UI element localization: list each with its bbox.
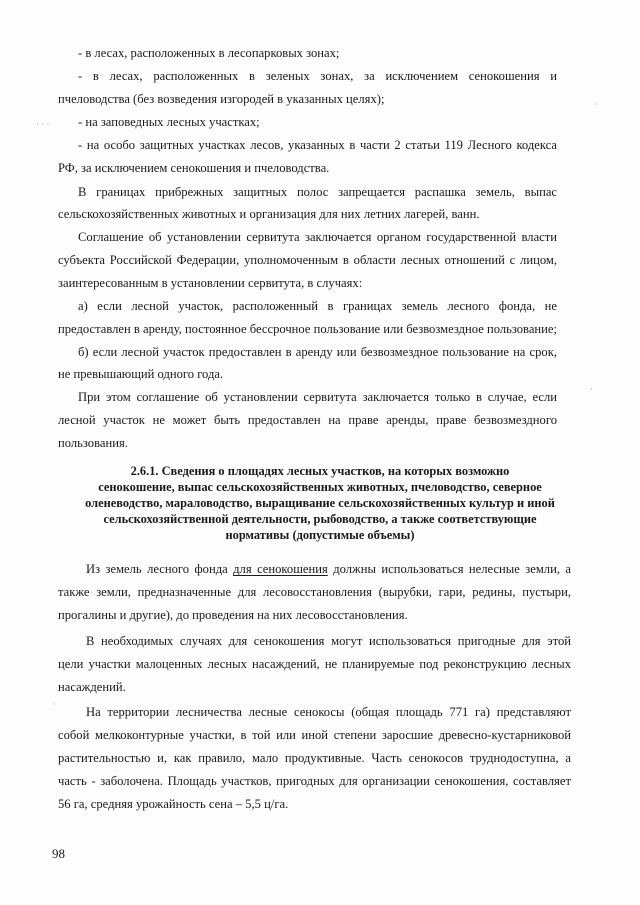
- text-line: также земли, предназначенные для лесовосстановления (вырубки, гари, редины, пустыри,: [58, 585, 571, 599]
- text-line: сельскохозяйственных животных и организация для них летних лагерей, ванн.: [58, 207, 480, 221]
- scan-speck: ·: [52, 699, 55, 709]
- text-line: собой мелкоконтурные участки, в той или иной степени заросшие древесно-кустарниковой: [58, 728, 571, 742]
- text-line: - на заповедных лесных участках;: [78, 115, 260, 129]
- text-line: [86, 562, 571, 577]
- page-number: 98: [52, 846, 65, 861]
- text-line: пчеловодства (без возведения изгородей в указанных целях);: [58, 92, 385, 106]
- text-line: При этом соглашение об установлении сервитута заключается только в случае, если: [78, 390, 557, 404]
- text-fragment: Из земель лесного фонда: [86, 562, 234, 576]
- text-line: 56 га, средняя урожайность сена – 5,5 ц/га.: [58, 797, 289, 811]
- text-line: - на особо защитных участках лесов, указанных в части 2 статьи 119 Лесного кодекса: [78, 138, 557, 152]
- scan-speck: ·: [590, 384, 593, 394]
- text-line: - в лесах, расположенных в лесопарковых зонах;: [78, 46, 340, 60]
- section-heading-line: оленеводство, мараловодство, выращивание сельскохозяйственных культур и иной: [85, 496, 555, 510]
- text-line: не превышающий одного года.: [58, 367, 224, 381]
- text-line: На территории лесничества лесные сенокосы (общая площадь 771 га) представляют: [86, 705, 571, 719]
- text-line: а) если лесной участок, расположенный в границах земель лесного фонда, не: [78, 299, 557, 313]
- text-line: РФ, за исключением сенокошения и пчеловодства.: [58, 161, 330, 175]
- text-line: насаждений.: [58, 680, 126, 694]
- text-line: заинтересованным в установлении сервитута, в случаях:: [58, 276, 363, 290]
- text-line: растительностью и, как правило, мало продуктивные. Часть сенокосов труднодоступна, а: [58, 751, 571, 765]
- section-heading-line: сельскохозяйственной деятельности, рыбоводство, а также соответствующие: [103, 512, 537, 526]
- text-line: В необходимых случаях для сенокошения могут использоваться пригодные для этой: [86, 634, 571, 648]
- text-fragment: должны использоваться нелесные земли, а: [327, 562, 571, 576]
- text-line: предоставлен в аренду, постоянное бессрочное пользование или безвозмездное пользование;: [58, 322, 557, 336]
- scan-speck: · · ·: [36, 119, 50, 129]
- text-line: - в лесах, расположенных в зеленых зонах, за исключением сенокошения и: [78, 69, 557, 83]
- text-line: б) если лесной участок предоставлен в аренду или безвозмездное пользование на срок,: [78, 345, 557, 359]
- scan-speck: ·: [594, 99, 597, 109]
- text-line: часть - заболочена. Площадь участков, пригодных для организации сенокошения, составляет: [58, 774, 571, 788]
- text-line: лесной участок не может быть предоставлен на праве аренды, праве безвозмездного: [58, 413, 557, 427]
- section-heading-line: сенокошение, выпас сельскохозяйственных животных, пчеловодство, северное: [98, 480, 542, 494]
- text-line: пользования.: [58, 436, 128, 450]
- section-heading-line: 2.6.1. Сведения о площадях лесных участков, на которых возможно: [130, 464, 510, 478]
- text-line: Соглашение об установлении сервитута заключается органом государственной власти: [78, 230, 557, 244]
- underlined-term: для сенокошения: [233, 562, 328, 576]
- text-line: субъекта Российской Федерации, уполномоченным в области лесных отношений с лицом,: [58, 253, 557, 267]
- text-line: цели участки малоценных лесных насаждений, не планируемые под реконструкцию лесных: [58, 657, 571, 671]
- text-line: В границах прибрежных защитных полос запрещается распашка земель, выпас: [78, 185, 557, 199]
- text-line: прогалины и другие), до проведения на них лесовосстановления.: [58, 608, 408, 622]
- section-heading-line: нормативы (допустимые объемы): [225, 528, 415, 542]
